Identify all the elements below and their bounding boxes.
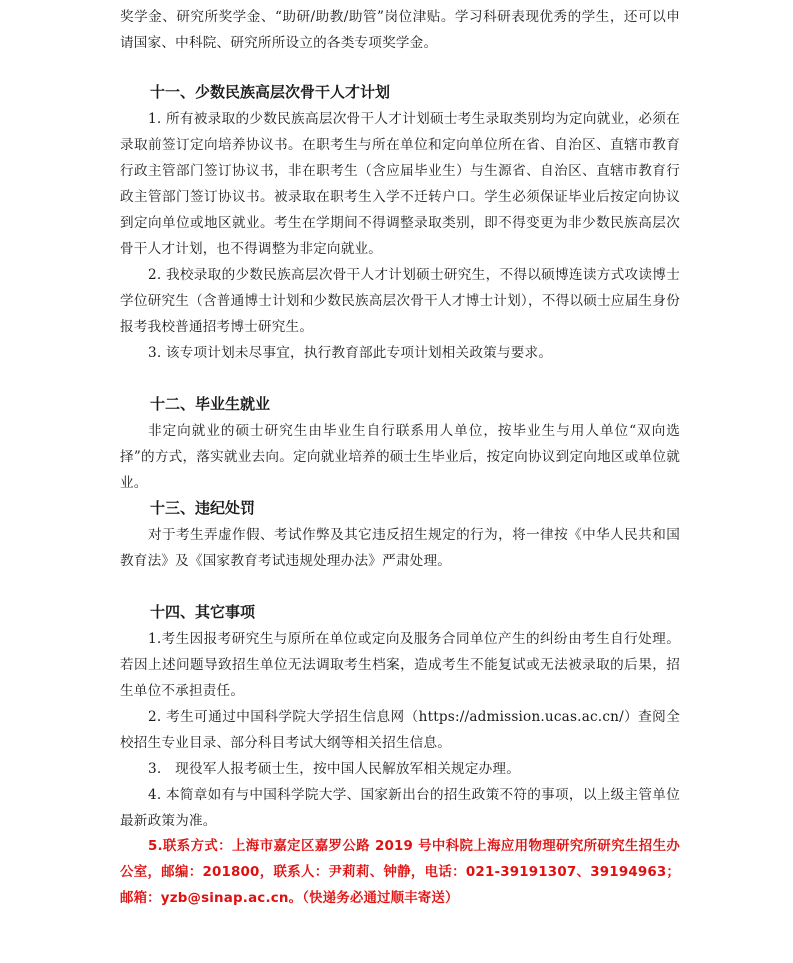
section-12-heading: 十二、毕业生就业 xyxy=(150,395,271,413)
section-13-paragraph-1: 对于考生弄虚作假、考试作弊及其它违反招生规定的行为，将一律按《中华人民共和国教育法》及《国家教育考试违规处理办法》严肃处理。 xyxy=(120,527,680,569)
section-11-paragraph-2: 2. 我校录取的少数民族高层次骨干人才计划硕士研究生，不得以硕博连读方式攻读博士学位研究生（含普通博士计划和少数民族高层次骨干人才博士计划），不得以硕士应届生身份报考我校普通招考博士研究生。 xyxy=(120,267,680,335)
section-14-paragraph-3: 3. 现役军人报考硕士生，按中国人民解放军相关规定办理。 xyxy=(148,761,521,777)
section-11-paragraph-1: 1. 所有被录取的少数民族高层次骨干人才计划硕士考生录取类别均为定向就业，必须在录取前签订定向培养协议书。在职考生与所在单位和定向单位所在省、自治区、直辖市教育行政主管部门签订协议书，非在职考生（含应届毕业生）与生源省、自治区、直辖市教育行政主管部门签订协议书。被录取在职考生入学不迁转户口。学生必须保证毕业后按定向协议到定向单位或地区就业。考生在学期间不得调整录取类别，即不得变更为非少数民族高层次骨干人才计划，也不得调整为非定向就业。 xyxy=(120,111,680,257)
contact-info: 5.联系方式：上海市嘉定区嘉罗公路 2019 号中科院上海应用物理研究所研究生招生办公室，邮编：201800，联系人：尹莉莉、钟静，电话：021-39191307、39194963；邮箱：yzb@sinap.ac.cn。（快递务必通过顺丰寄送） xyxy=(120,839,680,906)
section-13-heading: 十三、违纪处罚 xyxy=(150,499,256,517)
section-14-heading: 十四、其它事项 xyxy=(150,603,256,621)
section-12-paragraph-1: 非定向就业的硕士研究生由毕业生自行联系用人单位，按毕业生与用人单位“双向选择”的方式，落实就业去向。定向就业培养的硕士生毕业后，按定向协议到定向地区或单位就业。 xyxy=(120,423,680,491)
section-14-paragraph-1: 1.考生因报考研究生与原所在单位或定向及服务合同单位产生的纠纷由考生自行处理。若因上述问题导致招生单位无法调取考生档案，造成考生不能复试或无法被录取的后果，招生单位不承担责任。 xyxy=(120,631,680,699)
section-14-paragraph-4: 4. 本简章如有与中国科学院大学、国家新出台的招生政策不符的事项，以上级主管单位最新政策为准。 xyxy=(120,787,680,829)
section-11-heading: 十一、少数民族高层次骨干人才计划 xyxy=(150,83,391,101)
section-11-paragraph-3: 3. 该专项计划未尽事宜，执行教育部此专项计划相关政策与要求。 xyxy=(148,345,553,361)
section-14-paragraph-2: 2. 考生可通过中国科学院大学招生信息网（https://admission.ucas.ac.cn/）查阅全校招生专业目录、部分科目考试大纲等相关招生信息。 xyxy=(120,709,680,751)
intro-paragraph: 奖学金、研究所奖学金、“助研/助教/助管”岗位津贴。学习科研表现优秀的学生，还可以申请国家、中科院、研究所所设立的各类专项奖学金。 xyxy=(120,9,680,51)
